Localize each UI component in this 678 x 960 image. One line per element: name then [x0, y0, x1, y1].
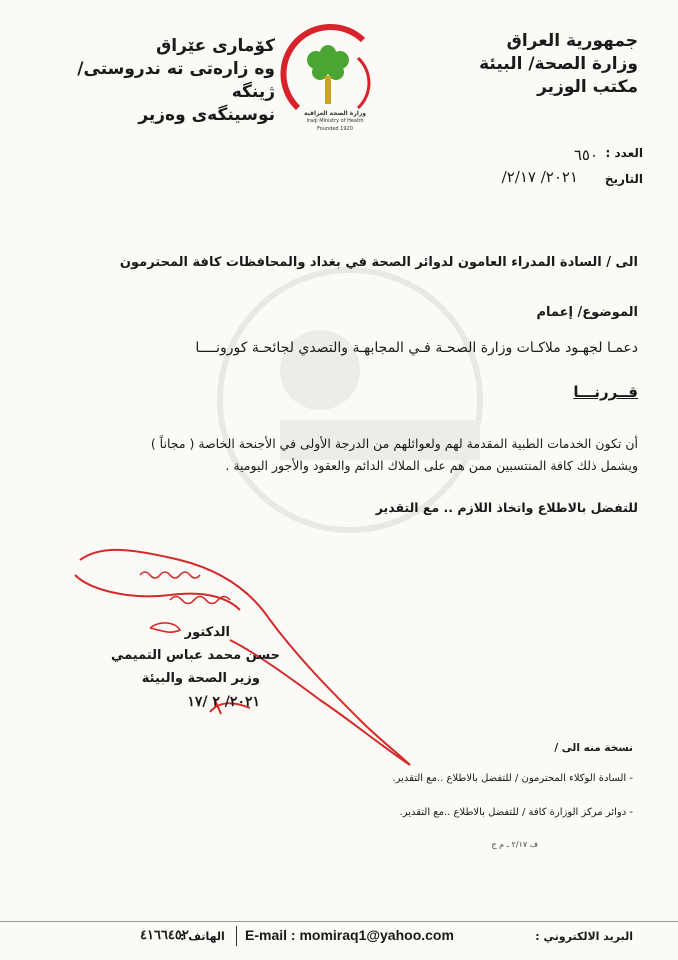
logo-english-caption: Iraqi Ministry of Health: [306, 118, 364, 124]
decided-heading: قــررنـــا: [573, 383, 638, 401]
copies-item: - دوائر مركز الوزارة كافة / للتفضل بالاطلاع ..مع التقدير.: [399, 807, 633, 818]
reference-date: ٢٠٢١/ ٢/١٧/: [501, 168, 578, 186]
header-left-office: نوسینگەی وەزیر: [138, 105, 275, 125]
footer-email-label: البريد الالكتروني :: [535, 930, 633, 943]
header-right: [438, 30, 638, 99]
reference-number-label: العدد :: [605, 146, 643, 160]
copies-item: - السادة الوكلاء المحترمون / للتفضل بالاطلاع ..مع التقدير.: [392, 773, 633, 784]
footer-phone-label: الهاتف :: [180, 930, 225, 943]
logo-founded-caption: Founded 1920: [317, 126, 353, 132]
footer-phone: ٤١٦٦٤٥٢: [140, 928, 189, 943]
header-left-country: كۆماری عێراق: [156, 36, 275, 56]
header-right-country: جمهورية العراق: [506, 31, 638, 51]
copies-note: ف ٢/١٧ ـ م ج: [491, 840, 538, 849]
header-left-ministry: وه زارەتی تە ندروستی/ ژینگە: [77, 59, 275, 102]
logo-arabic-caption: وزارة الصحة العراقية: [303, 110, 367, 117]
body-line-2: ويشمل ذلك كافة المنتسبين ممن هم على الملاك الدائم والعقود والأجور اليومية .: [225, 458, 638, 473]
addressee-line: الى / السادة المدراء العامون لدوائر الصحة في بغداد والمحافظات كافة المحترمون: [119, 255, 638, 270]
header-right-ministry: وزارة الصحة/ البيئة: [479, 54, 638, 74]
reference-date-label: التاريخ: [604, 172, 643, 186]
header-left: [60, 35, 275, 127]
support-line: دعمـا لجهـود ملاكـات وزارة الصحـة فـي المجابهـة والتصدي لجائحـة كورونــــا: [195, 340, 638, 356]
footer-email: E-mail : momiraq1@yahoo.com: [245, 927, 454, 943]
signature-position: وزير الصحة والبيئة: [141, 671, 260, 686]
signature-date: ٢٠٢١/ ٢ /١٧: [187, 694, 260, 710]
copies-heading: نسخة منه الى /: [554, 742, 633, 754]
footer-separator: [236, 926, 237, 946]
closing-line: للتفضل بالاطلاع واتخاذ اللازم .. مع التقدير: [375, 500, 638, 515]
signature-title: الدكتور: [184, 625, 230, 640]
subject-line: الموضوع/ إعمام: [536, 305, 638, 320]
footer-divider: [0, 921, 678, 922]
header-right-office: مكتب الوزير: [537, 77, 638, 97]
body-line-1: أن تكون الخدمات الطبية المقدمة لهم ولعوائلهم من الدرجة الأولى في الأجنحة الخاصة ( مجاناً ): [150, 436, 638, 451]
reference-number: ٦٥٠: [573, 146, 598, 164]
signature-name: حسن محمد عباس التميمي: [110, 648, 280, 663]
